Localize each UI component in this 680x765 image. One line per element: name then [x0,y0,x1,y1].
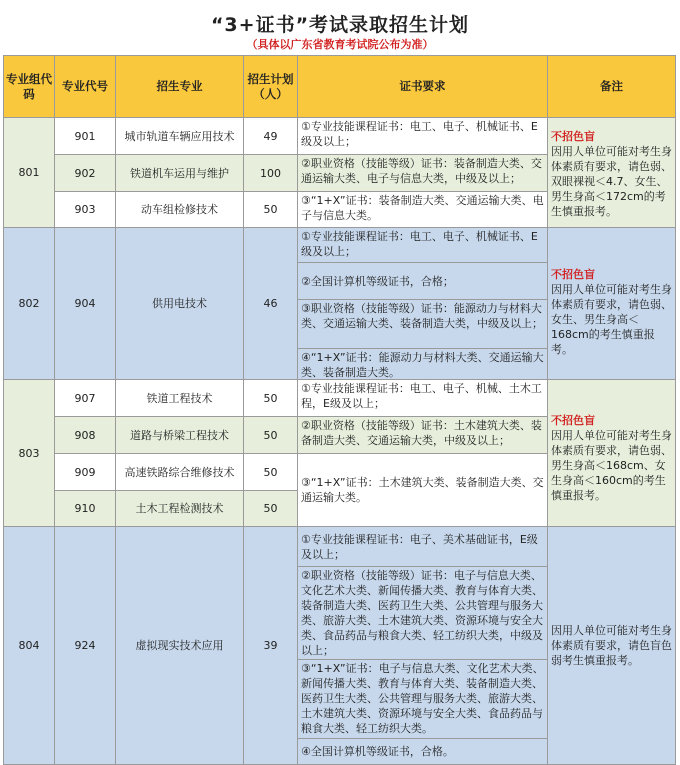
header-cert: 证书要求 [297,55,548,118]
major-plan: 50 [243,416,298,454]
major-code: 908 [54,416,116,454]
note-warning: 不招色盲 [551,130,595,143]
major-name: 动车组检修技术 [115,191,244,228]
header-plan: 招生计划（人） [243,55,298,118]
major-name: 道路与桥梁工程技术 [115,416,244,454]
cert-requirement: ②职业资格（技能等级）证书：土木建筑大类、装备制造大类、交通运输大类，中级及以上； [297,416,548,454]
header-group-code: 专业组代码 [3,55,55,118]
major-code: 904 [54,227,116,380]
group-code: 803 [3,379,55,527]
cert-requirement: ①专业技能课程证书：电子、美术基础证书，E级及以上； [297,526,548,567]
major-code: 903 [54,191,116,228]
page-title: “3+证书”考试录取招生计划 [210,14,470,36]
major-name: 铁道机车运用与维护 [115,154,244,192]
cert-requirement: ①专业技能课程证书：电工、电子、机械证书、E级及以上； [297,117,548,155]
header-major-code: 专业代号 [54,55,116,118]
cert-requirement: ①专业技能课程证书：电工、电子、机械证书、E级及以上； [297,227,548,263]
major-plan: 49 [243,117,298,155]
cert-requirement: ②职业资格（技能等级）证书：电子与信息大类、文化艺术大类、新闻传播大类、教育与体育大类、装备制造大类、医药卫生大类、公共管理与服务大类、旅游大类、土木建筑大类、资源环境与安全大类、食品药品与粮食大类、轻工纺织大类，中级及以上； [297,566,548,660]
note-text: 因用人单位可能对考生身体素质有要求，请色弱、男生身高＜168cm、女生身高＜160cm的考生慎重报考。 [551,429,672,502]
note-cell [547,379,676,527]
major-name: 虚拟现实技术应用 [115,526,244,765]
cert-requirement: ②全国计算机等级证书，合格； [297,262,548,300]
cert-requirement: ②职业资格（技能等级）证书：装备制造大类、交通运输大类、电子与信息大类，中级及以上； [297,154,548,192]
note-warning: 不招色盲 [551,414,595,427]
major-code: 910 [54,490,116,527]
note-cell [547,227,676,380]
note-cell [547,117,676,228]
cert-requirement: ③职业资格（技能等级）证书：能源动力与材料大类、交通运输大类、装备制造大类，中级及以上； [297,299,548,349]
cert-requirement: ④“1+X”证书：能源动力与材料大类、交通运输大类、装备制造大类。 [297,348,548,380]
major-code: 902 [54,154,116,192]
cert-requirement: ④全国计算机等级证书，合格。 [297,738,548,765]
major-plan: 39 [243,526,298,765]
cert-requirement: ③“1+X”证书：装备制造大类、交通运输大类、电子与信息大类。 [297,191,548,228]
enrollment-table [3,55,676,765]
major-name: 土木工程检测技术 [115,490,244,527]
group-code: 801 [3,117,55,228]
major-plan: 50 [243,191,298,228]
header-major: 招生专业 [115,55,244,118]
major-code: 907 [54,379,116,417]
major-plan: 50 [243,453,298,491]
note-cell [547,526,676,765]
page-subtitle: （具体以广东省教育考试院公布为准） [246,38,434,51]
cert-requirement: ③“1+X”证书：土木建筑大类、装备制造大类、交通运输大类。 [297,453,548,527]
major-name: 高速铁路综合维修技术 [115,453,244,491]
major-code: 924 [54,526,116,765]
group-code: 804 [3,526,55,765]
major-plan: 50 [243,490,298,527]
major-name: 供用电技术 [115,227,244,380]
note-text: 因用人单位可能对考生身体素质有要求，请色盲色弱考生慎重报考。 [551,624,672,667]
cert-requirement: ①专业技能课程证书：电工、电子、机械、土木工程，E级及以上； [297,379,548,417]
major-plan: 46 [243,227,298,380]
note-warning: 不招色盲 [551,268,595,281]
note-text: 因用人单位可能对考生身体素质有要求，请色弱、双眼裸视＜4.7、女生、男生身高＜172cm的考生慎重报考。 [551,145,672,218]
major-name: 铁道工程技术 [115,379,244,417]
major-code: 909 [54,453,116,491]
group-code: 802 [3,227,55,380]
note-text: 因用人单位可能对考生身体素质有要求，请色弱、女生、男生身高＜168cm的考生慎重报考。 [551,283,672,356]
major-plan: 50 [243,379,298,417]
major-name: 城市轨道车辆应用技术 [115,117,244,155]
major-plan: 100 [243,154,298,192]
major-code: 901 [54,117,116,155]
cert-requirement: ③“1+X”证书：电子与信息大类、文化艺术大类、新闻传播大类、教育与体育大类、装备制造大类、医药卫生大类、公共管理与服务大类、旅游大类、土木建筑大类、资源环境与安全大类、食品药品与粮食大类、轻工纺织大类。 [297,659,548,739]
header-note: 备注 [547,55,676,118]
